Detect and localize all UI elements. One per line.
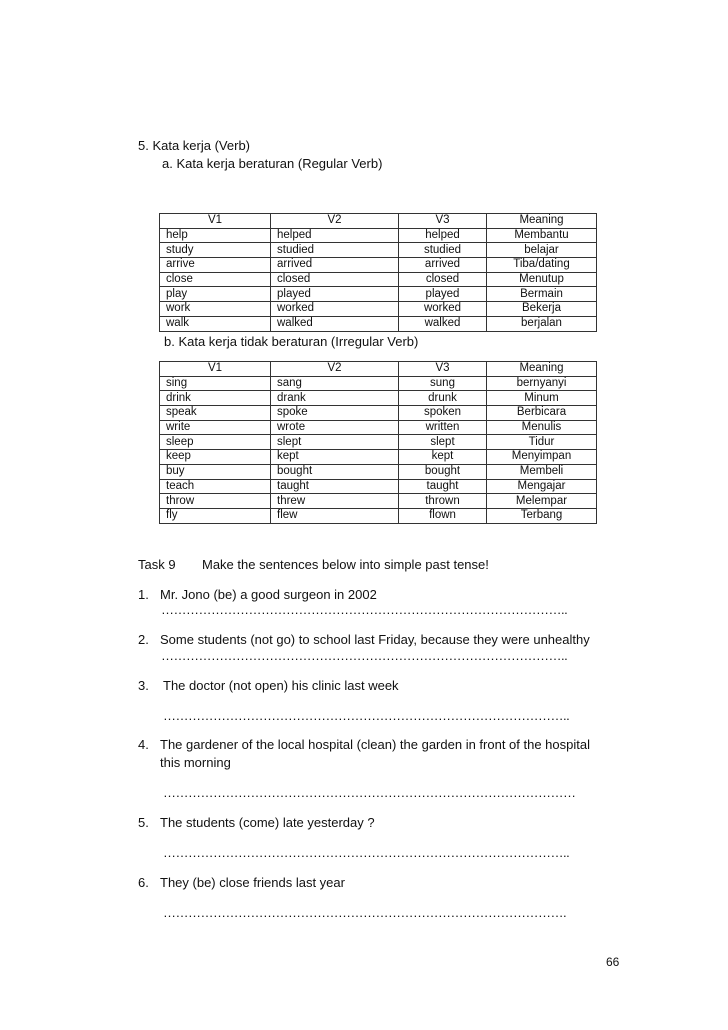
header-v2: V2 xyxy=(271,214,399,229)
cell-v3: closed xyxy=(399,272,487,287)
answer-line[interactable]: …………………………………………………………………………………….. xyxy=(163,708,570,723)
table-row xyxy=(160,435,597,450)
cell-v2: taught xyxy=(271,479,399,494)
question-text-continued: this morning xyxy=(160,755,231,770)
cell-v2: flew xyxy=(271,508,399,523)
table-row xyxy=(160,391,597,406)
table-row xyxy=(160,272,597,287)
cell-v3: written xyxy=(399,420,487,435)
cell-v1: help xyxy=(160,228,271,243)
table-row xyxy=(160,508,597,523)
table-row xyxy=(160,406,597,421)
cell-meaning: Minum xyxy=(487,391,597,406)
cell-meaning: Mengajar xyxy=(487,479,597,494)
cell-v3: helped xyxy=(399,228,487,243)
table-header-row xyxy=(160,214,597,229)
cell-v1: work xyxy=(160,302,271,317)
answer-line[interactable]: …………………………………………………………………………………….. xyxy=(161,648,568,663)
cell-v3: worked xyxy=(399,302,487,317)
cell-meaning: Membantu xyxy=(487,228,597,243)
cell-meaning: Bekerja xyxy=(487,302,597,317)
header-meaning: Meaning xyxy=(487,214,597,229)
subheading-irregular: b. Kata kerja tidak beraturan (Irregular Verb) xyxy=(164,334,419,349)
cell-v1: throw xyxy=(160,494,271,509)
answer-line[interactable]: …………………………………………………………………………………….. xyxy=(163,845,570,860)
table-row xyxy=(160,316,597,331)
question-text: Some students (not go) to school last Friday, because they were unhealthy xyxy=(160,632,590,647)
table-row xyxy=(160,420,597,435)
cell-v2: walked xyxy=(271,316,399,331)
cell-meaning: Melempar xyxy=(487,494,597,509)
question-number: 5. xyxy=(138,815,149,830)
cell-v1: arrive xyxy=(160,258,271,273)
cell-v1: speak xyxy=(160,406,271,421)
question-number: 3. xyxy=(138,678,149,693)
cell-meaning: Bermain xyxy=(487,287,597,302)
cell-v3: drunk xyxy=(399,391,487,406)
question-text: The gardener of the local hospital (clean) the garden in front of the hospital xyxy=(160,737,590,752)
cell-v3: thrown xyxy=(399,494,487,509)
table-header-row xyxy=(160,362,597,377)
header-v2: V2 xyxy=(271,362,399,377)
cell-v3: spoken xyxy=(399,406,487,421)
cell-v1: study xyxy=(160,243,271,258)
cell-v3: arrived xyxy=(399,258,487,273)
irregular-verb-table xyxy=(159,361,597,524)
cell-v2: threw xyxy=(271,494,399,509)
cell-v3: studied xyxy=(399,243,487,258)
cell-v2: studied xyxy=(271,243,399,258)
cell-v2: helped xyxy=(271,228,399,243)
cell-meaning: Membeli xyxy=(487,464,597,479)
cell-v1: keep xyxy=(160,450,271,465)
table-row xyxy=(160,302,597,317)
cell-meaning: belajar xyxy=(487,243,597,258)
cell-v1: sing xyxy=(160,376,271,391)
subheading-regular: a. Kata kerja beraturan (Regular Verb) xyxy=(162,156,383,171)
cell-v2: closed xyxy=(271,272,399,287)
cell-v1: walk xyxy=(160,316,271,331)
cell-v2: kept xyxy=(271,450,399,465)
table-row xyxy=(160,376,597,391)
cell-meaning: Terbang xyxy=(487,508,597,523)
cell-v1: sleep xyxy=(160,435,271,450)
table-row xyxy=(160,450,597,465)
cell-v2: wrote xyxy=(271,420,399,435)
cell-v2: worked xyxy=(271,302,399,317)
cell-meaning: Tiba/dating xyxy=(487,258,597,273)
cell-meaning: bernyanyi xyxy=(487,376,597,391)
question-text: The students (come) late yesterday ? xyxy=(160,815,375,830)
page-number: 66 xyxy=(606,955,620,969)
header-v1: V1 xyxy=(160,362,271,377)
table-row xyxy=(160,464,597,479)
regular-verb-table xyxy=(159,213,597,332)
cell-v2: spoke xyxy=(271,406,399,421)
cell-v2: slept xyxy=(271,435,399,450)
cell-v2: bought xyxy=(271,464,399,479)
question-number: 4. xyxy=(138,737,149,752)
header-v3: V3 xyxy=(399,214,487,229)
cell-v1: drink xyxy=(160,391,271,406)
cell-meaning: Menutup xyxy=(487,272,597,287)
cell-meaning: berjalan xyxy=(487,316,597,331)
cell-v1: buy xyxy=(160,464,271,479)
cell-v1: play xyxy=(160,287,271,302)
cell-v2: drank xyxy=(271,391,399,406)
task-instruction: Make the sentences below into simple past tense! xyxy=(202,557,489,572)
table-row xyxy=(160,228,597,243)
cell-v2: sang xyxy=(271,376,399,391)
cell-v3: kept xyxy=(399,450,487,465)
question-text: Mr. Jono (be) a good surgeon in 2002 xyxy=(160,587,377,602)
question-text: The doctor (not open) his clinic last week xyxy=(163,678,399,693)
cell-v3: bought xyxy=(399,464,487,479)
cell-v2: arrived xyxy=(271,258,399,273)
question-number: 1. xyxy=(138,587,149,602)
header-v3: V3 xyxy=(399,362,487,377)
cell-v3: flown xyxy=(399,508,487,523)
cell-v1: teach xyxy=(160,479,271,494)
cell-v1: close xyxy=(160,272,271,287)
table-row xyxy=(160,494,597,509)
cell-meaning: Tidur xyxy=(487,435,597,450)
task-label: Task 9 xyxy=(138,557,176,572)
answer-line[interactable]: …………………………………………………………………………………….. xyxy=(161,602,568,617)
cell-v3: sung xyxy=(399,376,487,391)
cell-v1: fly xyxy=(160,508,271,523)
table-row xyxy=(160,258,597,273)
question-number: 6. xyxy=(138,875,149,890)
answer-line[interactable]: ……………………………………………………………………………………. xyxy=(163,905,567,920)
cell-v3: played xyxy=(399,287,487,302)
cell-meaning: Menulis xyxy=(487,420,597,435)
cell-v2: played xyxy=(271,287,399,302)
cell-v3: slept xyxy=(399,435,487,450)
section-heading: 5. Kata kerja (Verb) xyxy=(138,138,250,153)
question-number: 2. xyxy=(138,632,149,647)
cell-meaning: Berbicara xyxy=(487,406,597,421)
table-row xyxy=(160,243,597,258)
table-row xyxy=(160,287,597,302)
cell-v3: walked xyxy=(399,316,487,331)
answer-line[interactable]: ……………………………………………………………………………………… xyxy=(163,785,576,800)
cell-v1: write xyxy=(160,420,271,435)
question-text: They (be) close friends last year xyxy=(160,875,345,890)
header-v1: V1 xyxy=(160,214,271,229)
table-row xyxy=(160,479,597,494)
cell-v3: taught xyxy=(399,479,487,494)
cell-meaning: Menyimpan xyxy=(487,450,597,465)
header-meaning: Meaning xyxy=(487,362,597,377)
